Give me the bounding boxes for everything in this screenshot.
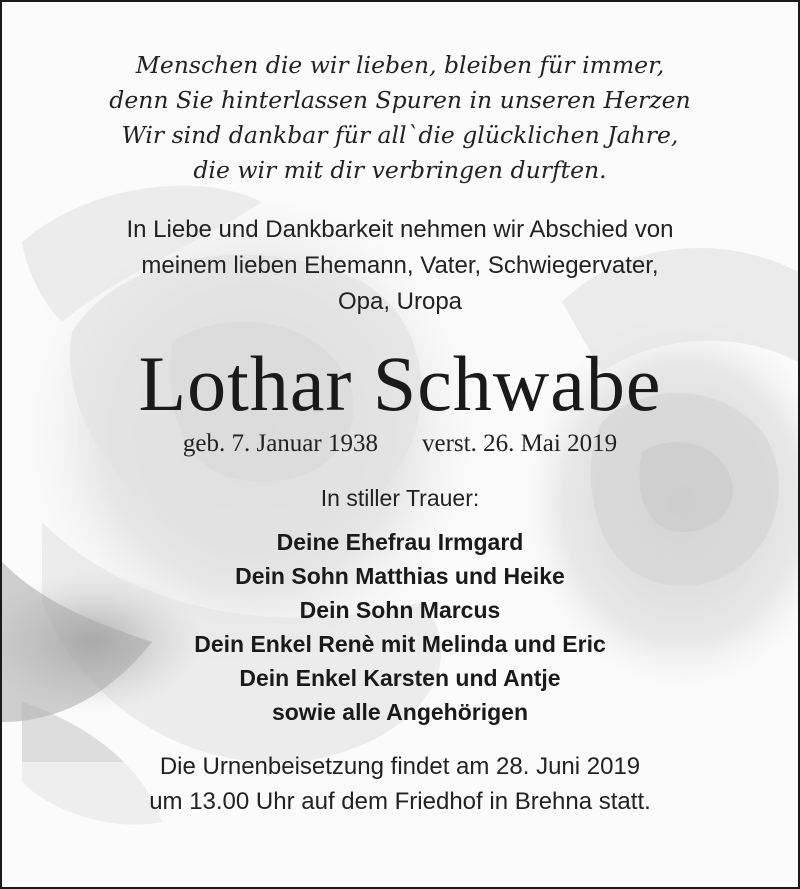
family-member: Dein Sohn Marcus	[299, 597, 501, 623]
intro-line: meinem lieben Ehemann, Vater, Schwiegervater,	[141, 252, 659, 279]
notice-content	[2, 48, 798, 819]
death-date: verst. 26. Mai 2019	[421, 430, 618, 457]
poem-line: denn Sie hinterlassen Spuren in unseren Herzen	[109, 86, 691, 114]
burial-info	[2, 749, 798, 819]
poem-line: die wir mit dir verbringen durften.	[193, 156, 607, 184]
deceased-name: Lothar Schwabe	[138, 340, 662, 427]
poem-line: Wir sind dankbar für all`die glücklichen Jahre,	[121, 121, 679, 149]
family-member: Dein Enkel Renè mit Melinda und Eric	[194, 631, 606, 657]
farewell-intro	[2, 212, 798, 320]
intro-line: Opa, Uropa	[337, 288, 463, 315]
life-dates	[2, 428, 798, 460]
family-member: Dein Sohn Matthias und Heike	[235, 563, 565, 589]
burial-line: Die Urnenbeisetzung findet am 28. Juni 2019	[159, 753, 641, 780]
burial-line: um 13.00 Uhr auf dem Friedhof in Brehna statt.	[149, 788, 651, 815]
memorial-poem	[2, 48, 798, 188]
mourning-heading: In stiller Trauer:	[320, 485, 480, 511]
birth-date: geb. 7. Januar 1938	[182, 430, 378, 457]
family-member: sowie alle Angehörigen	[271, 699, 529, 725]
family-member: Deine Ehefrau Irmgard	[276, 529, 524, 555]
family-list	[2, 525, 798, 729]
intro-line: In Liebe und Dankbarkeit nehmen wir Abschied von	[126, 216, 674, 243]
poem-line: Menschen die wir lieben, bleiben für immer,	[135, 51, 665, 79]
family-member: Dein Enkel Karsten und Antje	[239, 665, 561, 691]
